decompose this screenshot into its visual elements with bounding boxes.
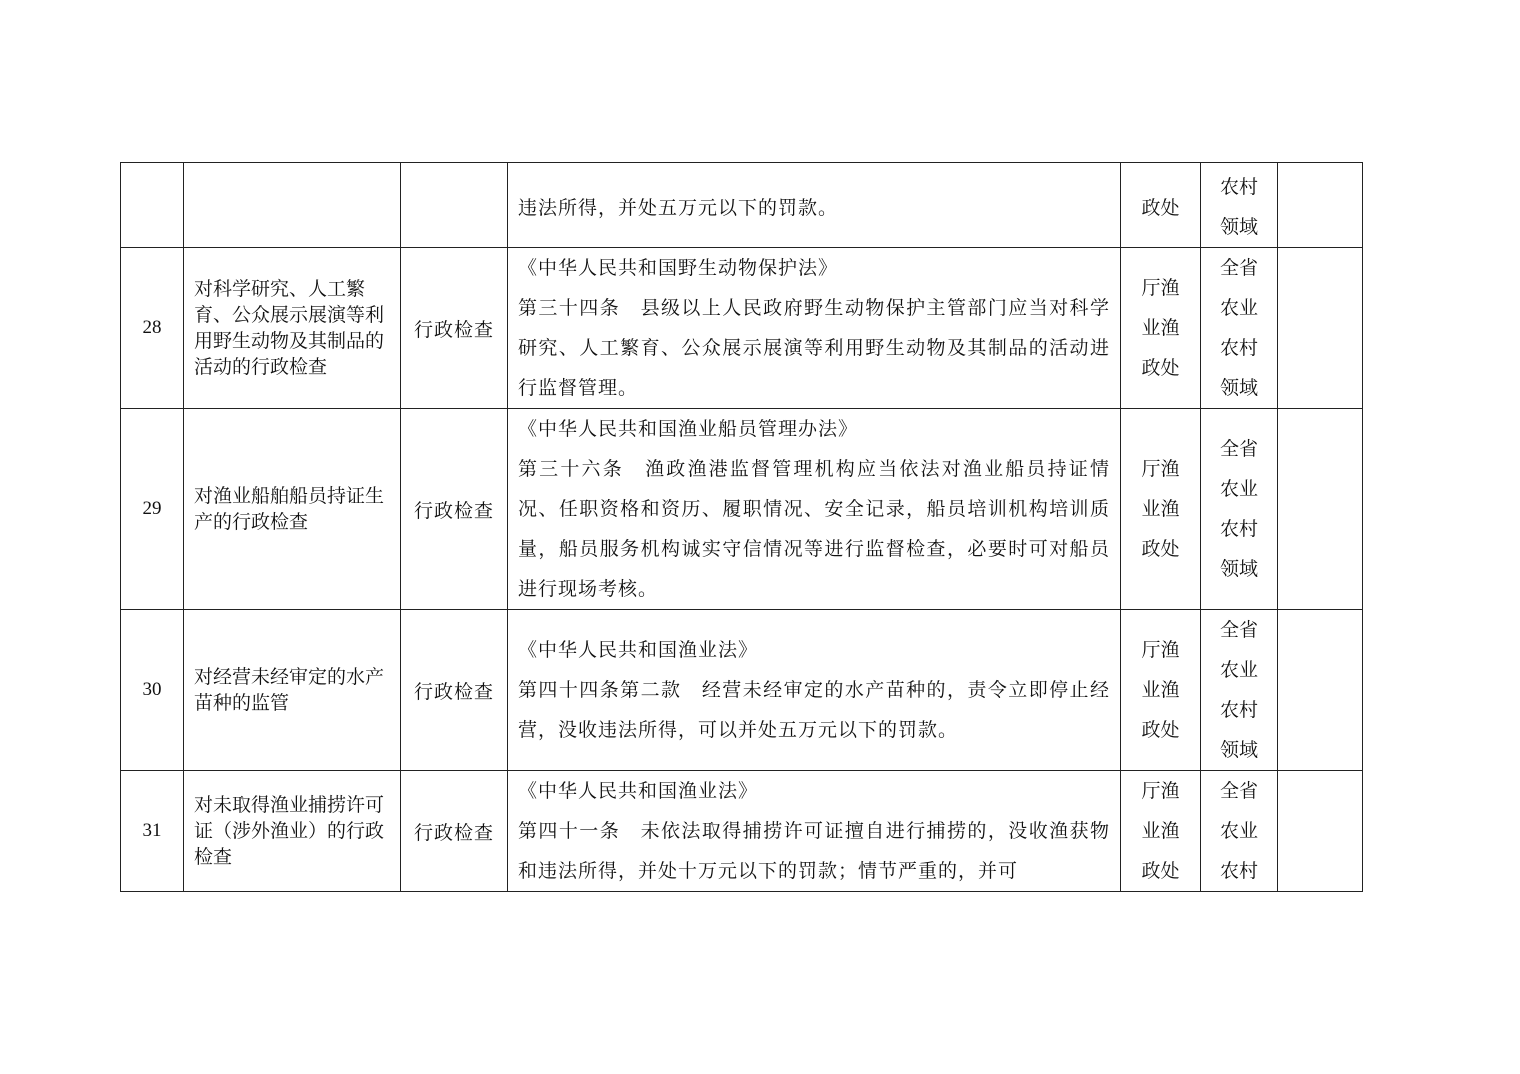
dept-line: 政处 [1141, 538, 1180, 560]
scope [1201, 409, 1278, 610]
scope-line: 领域 [1219, 739, 1258, 761]
scope-line: 农村 [1219, 860, 1258, 882]
remarks [1278, 248, 1363, 409]
scope-line: 领域 [1219, 558, 1258, 580]
basis-text: 第四十四条第二款 经营未经审定的水产苗种的，责令立即停止经营，没收违法所得，可以并处五万元以下的罚款。 [518, 679, 1110, 741]
item-type: 行政检查 [401, 610, 508, 771]
dept-line: 厅渔 [1141, 277, 1180, 299]
row-number: 28 [121, 248, 184, 409]
basis-text: 第三十六条 渔政渔港监督管理机构应当依法对渔业船员持证情况、任职资格和资历、履职情况、安全记录，船员培训机构培训质量，船员服务机构诚实守信情况等进行监督检查，必要时可对船员进行现场考核。 [518, 458, 1110, 600]
legal-basis [508, 771, 1121, 892]
basis-text: 第四十一条 未依法取得捕捞许可证擅自进行捕捞的，没收渔获物和违法所得，并处十万元以下的罚款；情节严重的，并可 [518, 820, 1110, 882]
row-number: 29 [121, 409, 184, 610]
row-number [121, 163, 184, 248]
scope-line: 农业 [1219, 297, 1258, 319]
scope-line: 农业 [1219, 659, 1258, 681]
item-type: 行政检查 [401, 409, 508, 610]
table-row [121, 610, 1363, 771]
item-type: 行政检查 [401, 771, 508, 892]
scope-line: 全省 [1219, 257, 1258, 279]
basis-title: 《中华人民共和国渔业法》 [518, 639, 759, 661]
scope-line: 农村 [1219, 337, 1258, 359]
remarks [1278, 771, 1363, 892]
dept-line: 政处 [1141, 197, 1180, 219]
scope-line: 全省 [1219, 438, 1258, 460]
table-row [121, 248, 1363, 409]
item-name: 对渔业船舶船员持证生产的行政检查 [184, 409, 401, 610]
basis-text: 第三十四条 县级以上人民政府野生动物保护主管部门应当对科学研究、人工繁育、公众展示展演等利用野生动物及其制品的活动进行监督管理。 [518, 297, 1110, 399]
scope [1201, 771, 1278, 892]
dept-line: 厅渔 [1141, 639, 1180, 661]
scope-line: 领域 [1219, 216, 1258, 238]
basis-title: 《中华人民共和国渔业船员管理办法》 [518, 418, 859, 440]
remarks [1278, 610, 1363, 771]
responsible-department [1121, 610, 1201, 771]
scope-line: 农业 [1219, 820, 1258, 842]
legal-basis [508, 248, 1121, 409]
scope [1201, 248, 1278, 409]
legal-basis [508, 610, 1121, 771]
item-name [184, 163, 401, 248]
item-type [401, 163, 508, 248]
basis-text: 违法所得，并处五万元以下的罚款。 [518, 197, 839, 219]
row-number: 30 [121, 610, 184, 771]
dept-line: 政处 [1141, 860, 1180, 882]
dept-line: 业渔 [1141, 317, 1180, 339]
table-row [121, 163, 1363, 248]
scope-line: 全省 [1219, 780, 1258, 802]
item-name: 对科学研究、人工繁育、公众展示展演等利用野生动物及其制品的活动的行政检查 [184, 248, 401, 409]
legal-basis [508, 409, 1121, 610]
basis-title: 《中华人民共和国野生动物保护法》 [518, 257, 839, 279]
scope [1201, 610, 1278, 771]
responsible-department [1121, 771, 1201, 892]
dept-line: 业渔 [1141, 820, 1180, 842]
item-name: 对未取得渔业捕捞许可证（涉外渔业）的行政检查 [184, 771, 401, 892]
dept-line: 厅渔 [1141, 458, 1180, 480]
responsible-department [1121, 409, 1201, 610]
scope-line: 农业 [1219, 478, 1258, 500]
scope-line: 农村 [1219, 176, 1258, 198]
table-row [121, 771, 1363, 892]
dept-line: 厅渔 [1141, 780, 1180, 802]
responsible-department [1121, 163, 1201, 248]
item-name: 对经营未经审定的水产苗种的监管 [184, 610, 401, 771]
row-number: 31 [121, 771, 184, 892]
remarks [1278, 163, 1363, 248]
scope-line: 农村 [1219, 518, 1258, 540]
legal-basis [508, 163, 1121, 248]
basis-title: 《中华人民共和国渔业法》 [518, 780, 759, 802]
inspection-items-table [120, 162, 1363, 892]
scope-line: 领域 [1219, 377, 1258, 399]
dept-line: 业渔 [1141, 498, 1180, 520]
dept-line: 政处 [1141, 719, 1180, 741]
table-row [121, 409, 1363, 610]
scope [1201, 163, 1278, 248]
responsible-department [1121, 248, 1201, 409]
item-type: 行政检查 [401, 248, 508, 409]
scope-line: 全省 [1219, 619, 1258, 641]
remarks [1278, 409, 1363, 610]
scope-line: 农村 [1219, 699, 1258, 721]
dept-line: 业渔 [1141, 679, 1180, 701]
dept-line: 政处 [1141, 357, 1180, 379]
